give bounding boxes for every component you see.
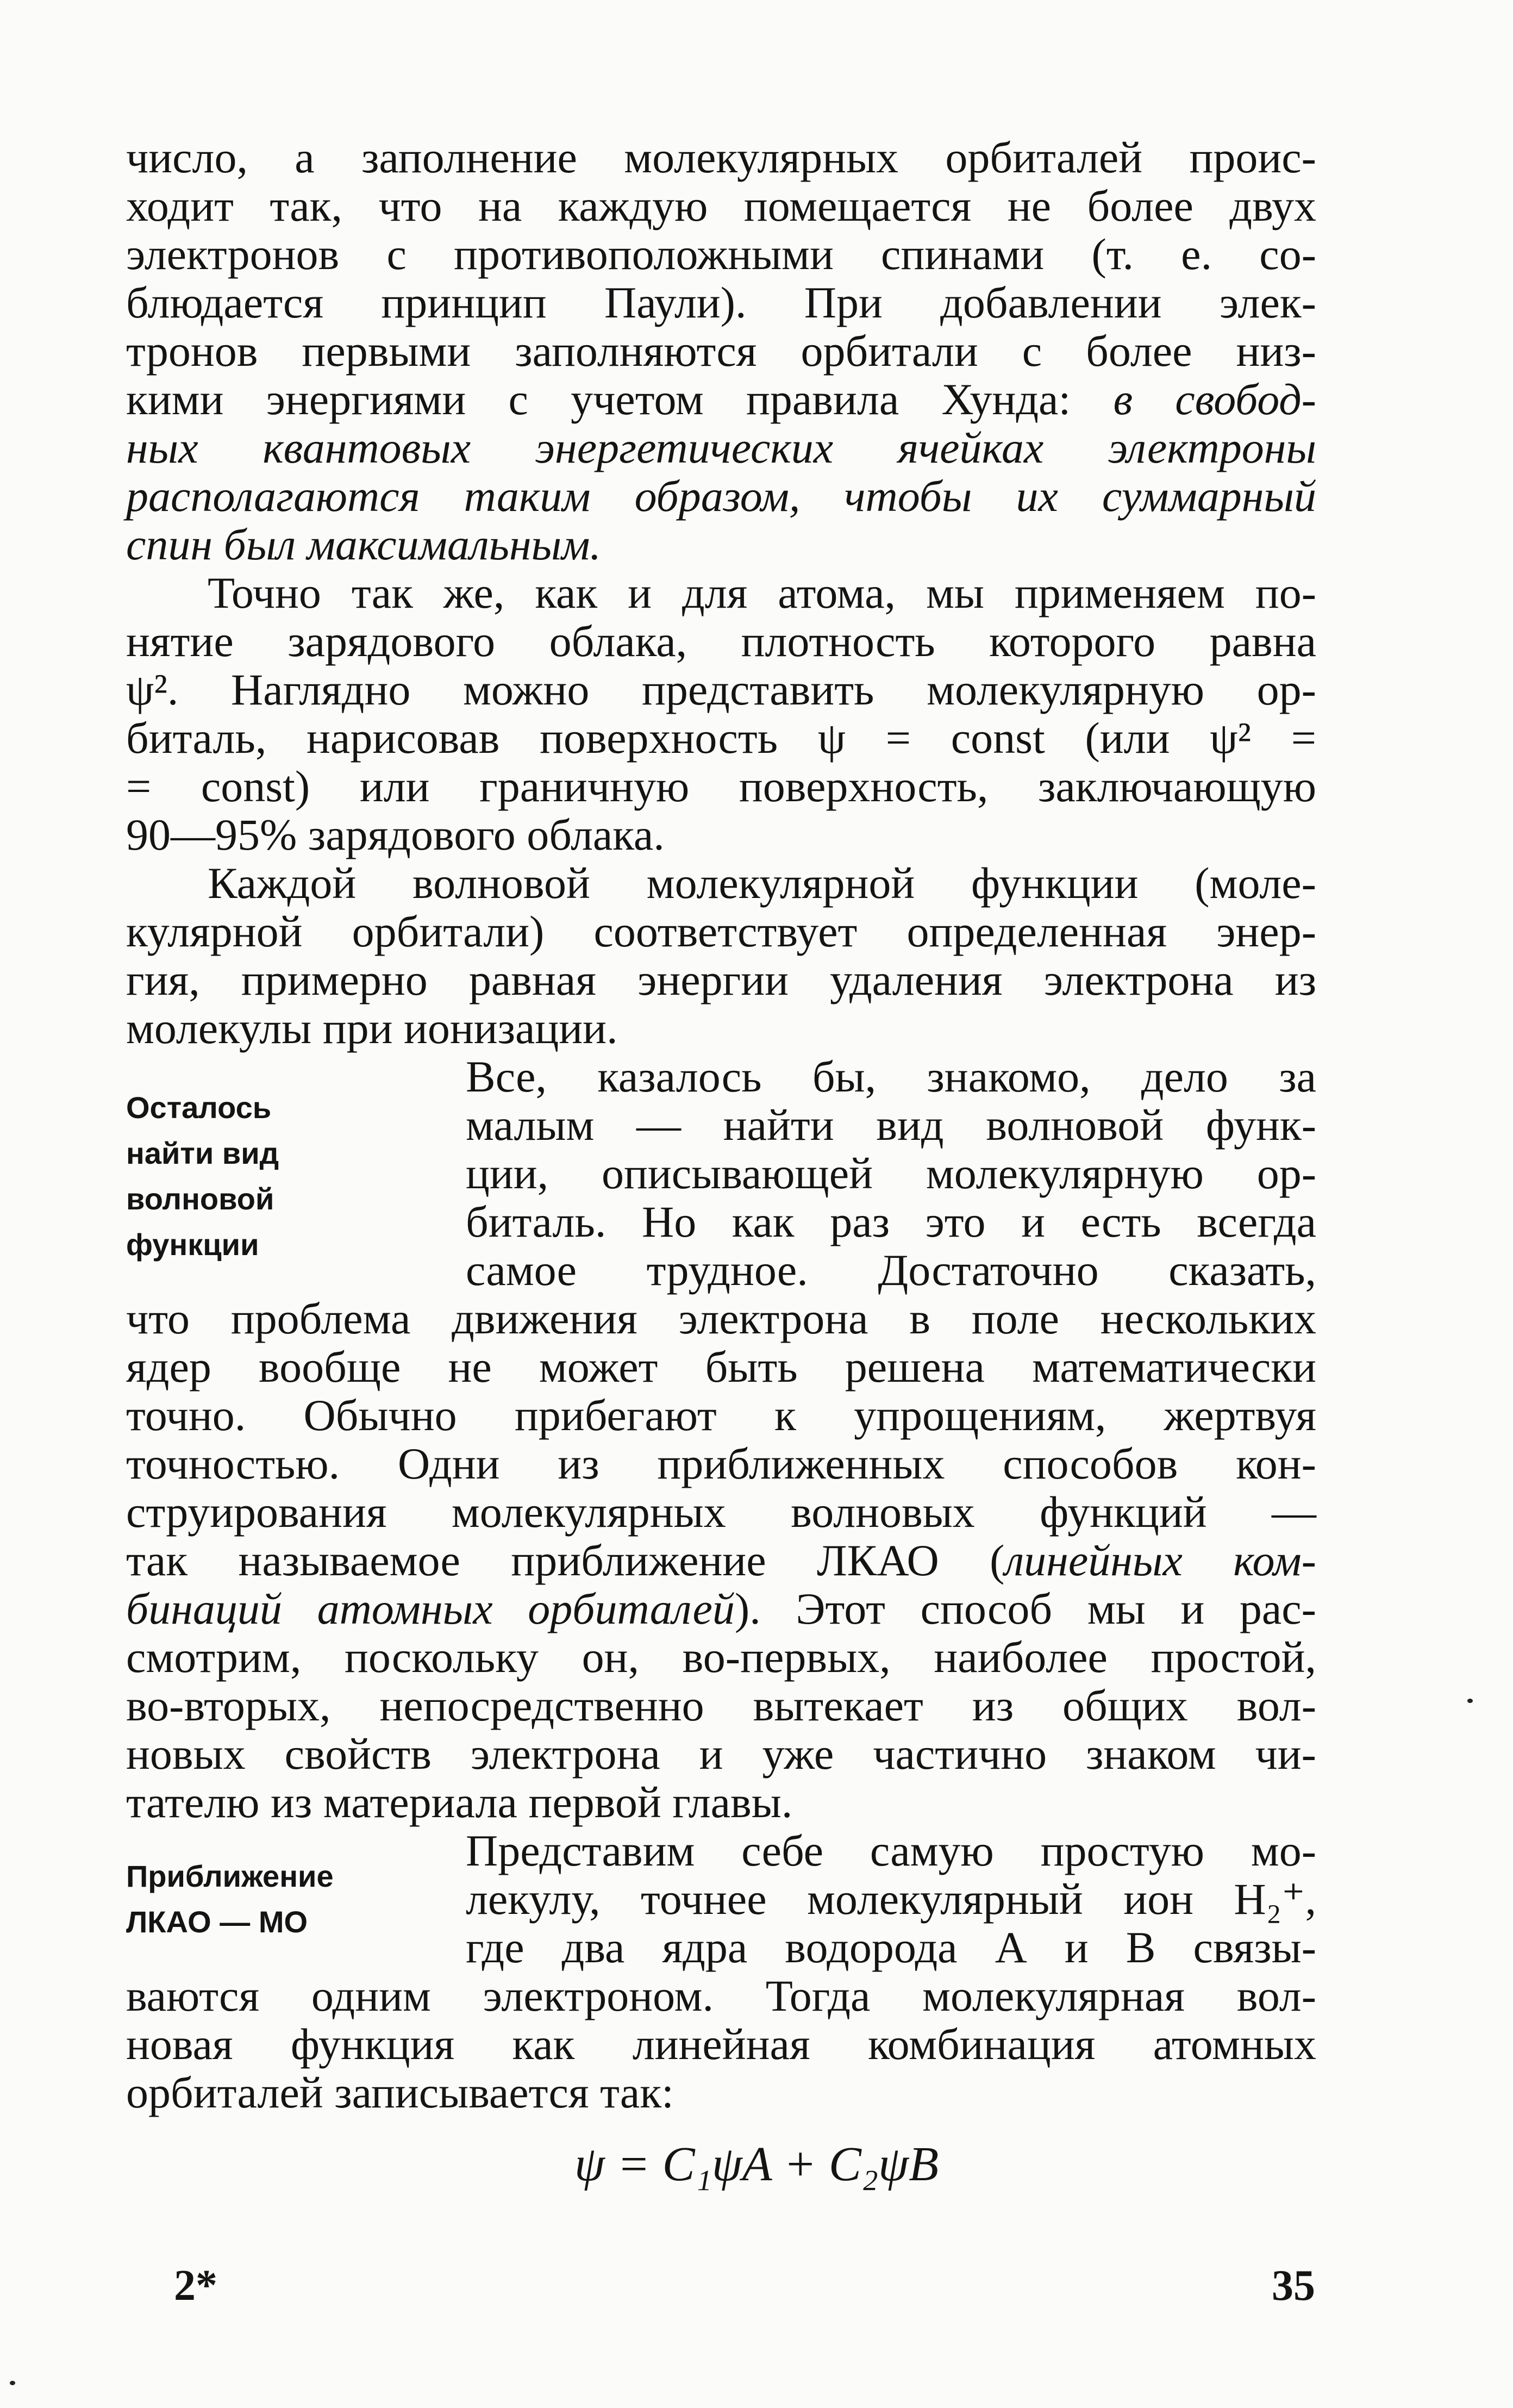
signature-mark: 2* bbox=[174, 2262, 217, 2310]
text-line: электронов с противоположными спинами (т. е. со- bbox=[126, 229, 1316, 279]
page-number: 35 bbox=[1272, 2262, 1315, 2310]
scan-speck bbox=[1467, 1699, 1473, 1703]
text-line: самое трудное. Достаточно сказать, bbox=[466, 1245, 1316, 1295]
text-line: где два ядра водорода А и В связы- bbox=[466, 1923, 1316, 1972]
italic-run: линейных ком- bbox=[1004, 1536, 1316, 1585]
formula: ψ = C₁ψA + C₂ψB bbox=[574, 2137, 939, 2191]
text-line: Каждой волновой молекулярной функции (моле- bbox=[208, 858, 1316, 908]
margin-heading-line: Приближение bbox=[126, 1859, 334, 1893]
text-line: блюдается принцип Паули). При добавлении элек- bbox=[126, 278, 1316, 327]
text-line: располагаются таким образом, чтобы их суммарный bbox=[126, 471, 1316, 521]
text-line: что проблема движения электрона в поле нескольких bbox=[126, 1294, 1316, 1343]
italic-run: бинаций атомных орбиталей bbox=[126, 1584, 735, 1633]
text-line: во-вторых, непосредственно вытекает из общих вол- bbox=[126, 1681, 1316, 1730]
text-line: гия, примерно равная энергии удаления электрона из bbox=[126, 955, 1316, 1005]
margin-heading-line: Осталось bbox=[126, 1090, 272, 1125]
text-line: кулярной орбитали) соответствует определенная энер- bbox=[126, 907, 1316, 956]
text-line: точностью. Одни из приближенных способов кон- bbox=[126, 1439, 1316, 1488]
margin-heading-line: волновой bbox=[126, 1182, 274, 1216]
text-run: кими энергиями с учетом правила Хунда: bbox=[126, 375, 1114, 424]
text-line: биталь. Но как раз это и есть всегда bbox=[466, 1197, 1316, 1246]
text-line: тателю из материала первой главы. bbox=[126, 1777, 793, 1827]
text-line: новая функция как линейная комбинация атомных bbox=[126, 2019, 1316, 2069]
text-line: Точно так же, как и для атома, мы применяем по- bbox=[208, 568, 1316, 617]
text-line: струирования молекулярных волновых функций — bbox=[126, 1487, 1316, 1537]
margin-heading-line: функции bbox=[126, 1227, 259, 1262]
margin-heading-2 bbox=[126, 1854, 430, 1945]
text-line: 90—95% зарядового облака. bbox=[126, 810, 665, 859]
text-line: ции, описывающей молекулярную ор- bbox=[466, 1149, 1316, 1198]
margin-heading-1 bbox=[126, 1085, 430, 1268]
text-line: нятие зарядового облака, плотность которого равна bbox=[126, 616, 1316, 666]
text-line bbox=[126, 1536, 1316, 1584]
text-line: новых свойств электрона и уже частично знаком чи- bbox=[126, 1729, 1316, 1779]
text-line: лекулу, точнее молекулярный ион H₂⁺, bbox=[466, 1874, 1316, 1924]
text-line: биталь, нарисовав поверхность ψ = const (или ψ² = bbox=[126, 713, 1316, 763]
text-run: ). Этот способ мы и рас- bbox=[734, 1584, 1316, 1633]
paragraph-1 bbox=[126, 133, 1316, 569]
italic-run: в свобод- bbox=[1113, 375, 1316, 424]
paragraph-4 bbox=[126, 1052, 1316, 1826]
text-line: смотрим, поскольку он, во-первых, наиболее простой, bbox=[126, 1632, 1316, 1682]
paragraph-3 bbox=[126, 859, 1316, 1052]
text-line: спин был максимальным. bbox=[126, 520, 602, 569]
text-line: молекулы при ионизации. bbox=[126, 1003, 618, 1053]
margin-heading-line: ЛКАО — МО bbox=[126, 1905, 308, 1939]
text-line: ядер вообще не может быть решена математически bbox=[126, 1342, 1316, 1392]
text-line: малым — найти вид волновой функ- bbox=[466, 1100, 1316, 1150]
text-line: Представим себе самую простую мо- bbox=[466, 1826, 1316, 1875]
scan-speck bbox=[10, 2381, 15, 2385]
margin-heading-line: найти вид bbox=[126, 1136, 279, 1170]
text-run: так называемое приближение ЛКАО ( bbox=[126, 1536, 1005, 1585]
text-line: ваются одним электроном. Тогда молекулярная вол- bbox=[126, 1971, 1316, 2020]
text-line: число, а заполнение молекулярных орбиталей проис- bbox=[126, 133, 1316, 182]
text-line: = const) или граничную поверхность, заключающую bbox=[126, 762, 1316, 811]
text-column bbox=[126, 133, 1316, 2117]
text-line: Все, казалось бы, знакомо, дело за bbox=[466, 1052, 1316, 1101]
text-line: ходит так, что на каждую помещается не более двух bbox=[126, 181, 1316, 230]
text-line: тронов первыми заполняются орбитали с более низ- bbox=[126, 326, 1316, 376]
paragraph-2 bbox=[126, 569, 1316, 859]
text-line: ных квантовых энергетических ячейках электроны bbox=[126, 423, 1316, 472]
text-line bbox=[126, 1584, 1316, 1633]
text-line: орбиталей записывается так: bbox=[126, 2068, 674, 2117]
text-line: точно. Обычно прибегают к упрощениям, жертвуя bbox=[126, 1390, 1316, 1440]
text-line bbox=[126, 375, 1316, 423]
paragraph-5 bbox=[126, 1826, 1316, 2117]
text-line: ψ². Наглядно можно представить молекулярную ор- bbox=[126, 665, 1316, 714]
